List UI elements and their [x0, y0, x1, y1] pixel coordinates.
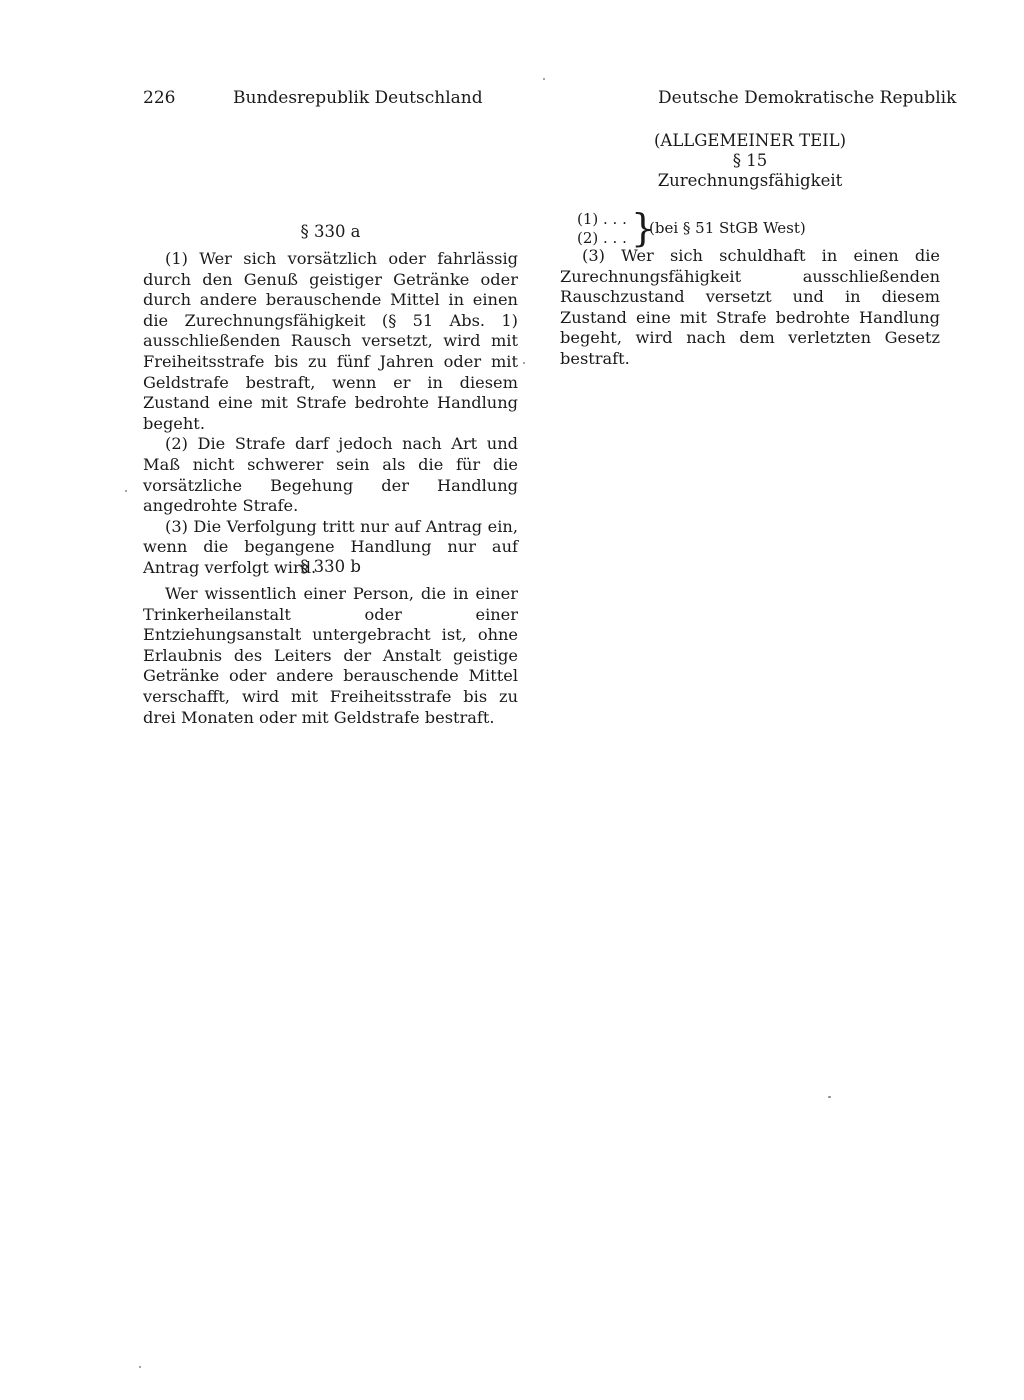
section-330b-heading: § 330 b: [300, 557, 361, 576]
right-section-number: § 15: [732, 151, 768, 170]
section-330b-body: [143, 584, 518, 728]
brace-block: [577, 206, 837, 250]
omitted-paragraph-labels: [577, 210, 627, 248]
scan-speck: [543, 78, 545, 80]
section-330a-heading: § 330 a: [300, 222, 361, 241]
section-330b-paragraph-1: Wer wissentlich einer Person, die in einer Trinkerheilanstalt oder einer Entziehungsanstalt untergebracht ist, ohne Erlaubnis des Leiters der Anstalt geistige Getränke oder andere berauschende Mittel verschafft, wird mit Freiheitsstrafe bis zu drei Monaten oder mit Geldstrafe bestraft.: [143, 584, 518, 727]
paragraph-2-label: (2) . . .: [577, 229, 627, 247]
section-330a-paragraph-3: (3) Die Verfolgung tritt nur auf Antrag ein, wenn die begangene Handlung nur auf Antrag verfolgt wird.: [143, 516, 518, 577]
right-part-heading: (ALLGEMEINER TEIL): [653, 131, 847, 150]
brace-reference: (bei § 51 StGB West): [649, 219, 806, 237]
section-330a-paragraph-2: (2) Die Strafe darf jedoch nach Art und Maß nicht schwerer sein als die für die vorsätzliche Begehung der Handlung angedrohte Strafe.: [143, 434, 518, 516]
paragraph-1-label: (1) . . .: [577, 210, 627, 228]
page-number: 226: [143, 88, 176, 108]
curly-brace: }: [631, 206, 656, 250]
scan-speck: [125, 490, 127, 492]
scan-speck: [139, 1366, 141, 1368]
scan-speck: [828, 1096, 831, 1098]
right-section-title: Zurechnungsfähigkeit: [657, 171, 843, 190]
section-330a-body: [143, 249, 518, 579]
section-330a-paragraph-1: (1) Wer sich vorsätzlich oder fahrlässig durch den Genuß geistiger Getränke oder durch andere berauschende Mittel in einen die Zurechnungsfähigkeit (§ 51 Abs. 1) ausschließenden Rausch versetzt, wird mit Freiheitsstrafe bis zu fünf Jahren oder mit Geldstrafe bestraft, wenn er in diesem Zustand eine mit Strafe bedrohte Handlung begeht.: [143, 249, 518, 433]
scan-speck: [523, 362, 525, 364]
right-paragraph-3: (3) Wer sich schuldhaft in einen die Zurechnungsfähigkeit ausschließenden Rauschzustand versetzt und in diesem Zustand eine mit Strafe bedrohte Handlung begeht, wird nach dem verletzten Gesetz bestraft.: [560, 246, 940, 368]
running-header-left: Bundesrepublik Deutschland: [233, 88, 483, 108]
running-header-right: Deutsche Demokratische Republik: [658, 88, 957, 108]
